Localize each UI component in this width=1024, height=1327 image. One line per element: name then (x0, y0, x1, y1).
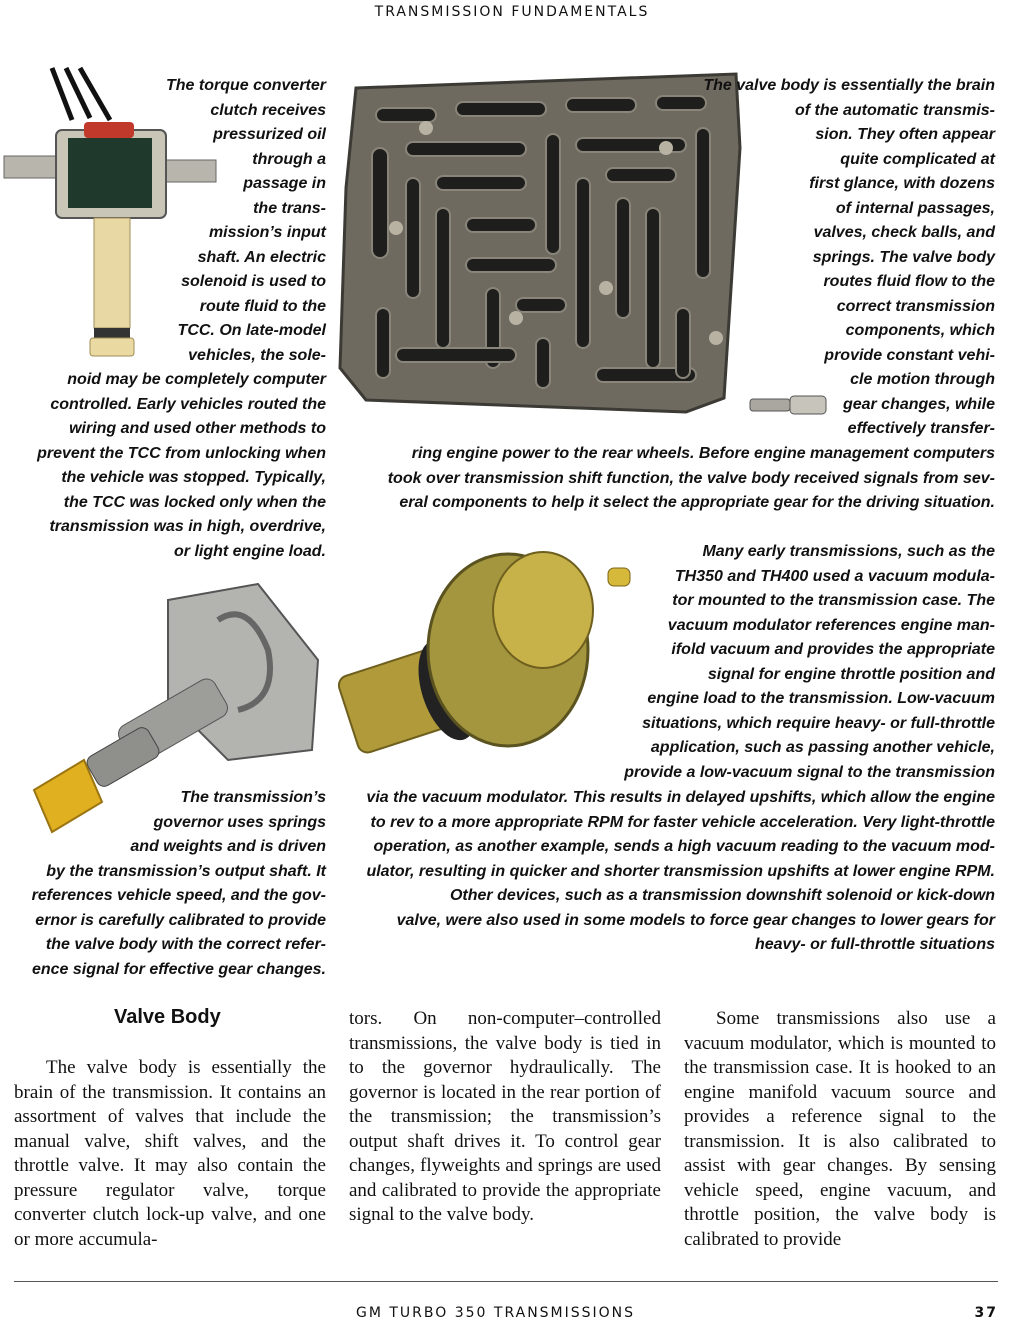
caption-line: The transmission’s (180, 789, 326, 806)
caption-line: governor uses springs (153, 813, 326, 831)
caption-line: shaft. An electric (197, 248, 326, 266)
caption-line: correct transmission (836, 297, 995, 315)
caption-line: of internal passages, (835, 199, 995, 217)
caption-line: Other devices, such as a transmission downshift solenoid or kick-down (449, 887, 995, 904)
caption-line: situations, which require heavy- or full-throttle (642, 714, 995, 732)
vacuum-modulator-caption (624, 540, 995, 785)
caption-line: by the transmission’s output shaft. It (46, 862, 326, 880)
caption-line: operation, as another example, sends a high vacuum reading to the vacuum mod- (373, 838, 995, 855)
caption-line: passage in (243, 175, 326, 192)
caption-line: ence signal for effective gear changes. (31, 960, 326, 978)
caption-line: the valve body with the correct refer- (45, 936, 326, 953)
valve-body-caption-continued (388, 442, 995, 516)
footer-book-title: GM TURBO 350 TRANSMISSIONS (356, 1305, 636, 1321)
caption-line: or light engine load. (174, 542, 326, 560)
caption-line: cle motion through (850, 371, 995, 388)
caption-line: tor mounted to the transmission case. The (672, 592, 995, 609)
caption-line: engine load to the transmission. Low-vacuum (647, 690, 995, 707)
caption-line: the trans- (253, 199, 326, 217)
caption-line: of the automatic transmis- (794, 101, 995, 119)
caption-line: route fluid to the (199, 297, 326, 315)
caption-line: routes fluid flow to the (823, 273, 995, 290)
section-heading: Valve Body (114, 1006, 221, 1028)
caption-line: The valve body is essentially the brain (703, 77, 995, 94)
caption-line: sion. They often appear (815, 126, 995, 143)
body-column-3: Some transmissions also use a vacuum modulator, which is mounted to the transmission case. It is hooked to an engine manifold vacuum source and provides a reference signal to the transmission. It is also calibrated to assist with gear changes. By sensing vehicle speed, engine vacuum, and throttle position, the valve body is calibrated to provide (684, 1008, 996, 1250)
governor-caption (32, 786, 326, 982)
caption-line: valve, were also used in some models to force gear changes to lower gears for (396, 911, 995, 929)
caption-line: ifold vacuum and provides the appropriate (671, 641, 995, 658)
caption-line: Many early transmissions, such as the (702, 543, 995, 560)
caption-line: ulator, resulting in quicker and shorter transmission upshifts at lower engine RPM. (366, 862, 995, 880)
caption-line: provide constant vehi- (824, 346, 995, 364)
valve-body-photo (336, 68, 756, 430)
caption-line: clutch receives (210, 101, 326, 119)
caption-line: ernor is carefully calibrated to provide (35, 911, 326, 929)
caption-line: first glance, with dozens (809, 175, 995, 192)
caption-line: TH350 and TH400 used a vacuum modula- (674, 567, 995, 585)
caption-line: prevent the TCC from unlocking when (37, 444, 326, 462)
caption-line: valves, check balls, and (813, 224, 995, 241)
caption-line: controlled. Early vehicles routed the (50, 395, 326, 413)
caption-line: noid may be completely computer (67, 371, 326, 388)
caption-line: effectively transfer- (847, 420, 995, 437)
caption-line: solenoid is used to (181, 273, 326, 290)
caption-line: heavy- or full-throttle situations (754, 936, 995, 953)
caption-line: mission’s input (208, 224, 326, 241)
caption-line: application, such as passing another vehicle, (650, 739, 995, 756)
running-header: TRANSMISSION FUNDAMENTALS (374, 4, 650, 20)
vacuum-modulator-caption-continued (366, 786, 995, 958)
caption-line: eral components to help it select the appropriate gear for the driving situation. (399, 494, 995, 511)
footer-rule (14, 1281, 998, 1282)
caption-line: the TCC was locked only when the (63, 493, 326, 511)
caption-line: provide a low-vacuum signal to the transmission (624, 763, 995, 781)
caption-line: TCC. On late-model (177, 322, 326, 339)
caption-line: springs. The valve body (812, 248, 995, 266)
valve-body-caption (703, 74, 995, 442)
tcc-solenoid-caption (37, 74, 326, 564)
caption-line: and weights and is driven (130, 838, 326, 855)
caption-line: references vehicle speed, and the gov- (31, 887, 326, 904)
caption-line: wiring and used other methods to (69, 420, 326, 437)
caption-line: the vehicle was stopped. Typically, (61, 469, 326, 486)
caption-line: via the vacuum modulator. This results in delayed upshifts, which allow the engine (366, 789, 995, 806)
caption-line: through a (252, 150, 326, 168)
caption-line: quite complicated at (840, 150, 995, 168)
caption-line: components, which (845, 322, 995, 339)
caption-line: ring engine power to the rear wheels. Before engine management computers (411, 445, 995, 462)
caption-line: gear changes, while (842, 395, 995, 413)
caption-line: signal for engine throttle position and (707, 665, 995, 683)
caption-line: transmission was in high, overdrive, (49, 518, 326, 535)
caption-line: pressurized oil (213, 126, 326, 143)
page-number: 37 (974, 1305, 998, 1321)
caption-line: took over transmission shift function, the valve body received signals from sev- (387, 469, 995, 487)
body-column-1: The valve body is essentially the brain of the transmission. It contains an assortment of valves that include the manual valve, shift valves, and the throttle valve. It may also contain the pressure regulator valve, torque converter clutch lock-up valve, and one or more accumula- (14, 1057, 326, 1250)
caption-line: The torque converter (165, 77, 326, 94)
caption-line: to rev to a more appropriate RPM for faster vehicle acceleration. Very light-throttle (370, 813, 995, 831)
vacuum-modulator-photo (338, 540, 638, 760)
body-column-2: tors. On non-computer–controlled transmissions, the valve body is tied in to the governor hydraulically. The governor is located in the rear portion of the transmission; the transmission’s output shaft drives it. To control gear changes, flyweights and springs are used and calibrated to provide the appropriate signal to the valve body. (349, 1008, 661, 1225)
caption-line: vehicles, the sole- (188, 346, 326, 364)
caption-line: vacuum modulator references engine man- (667, 616, 995, 634)
